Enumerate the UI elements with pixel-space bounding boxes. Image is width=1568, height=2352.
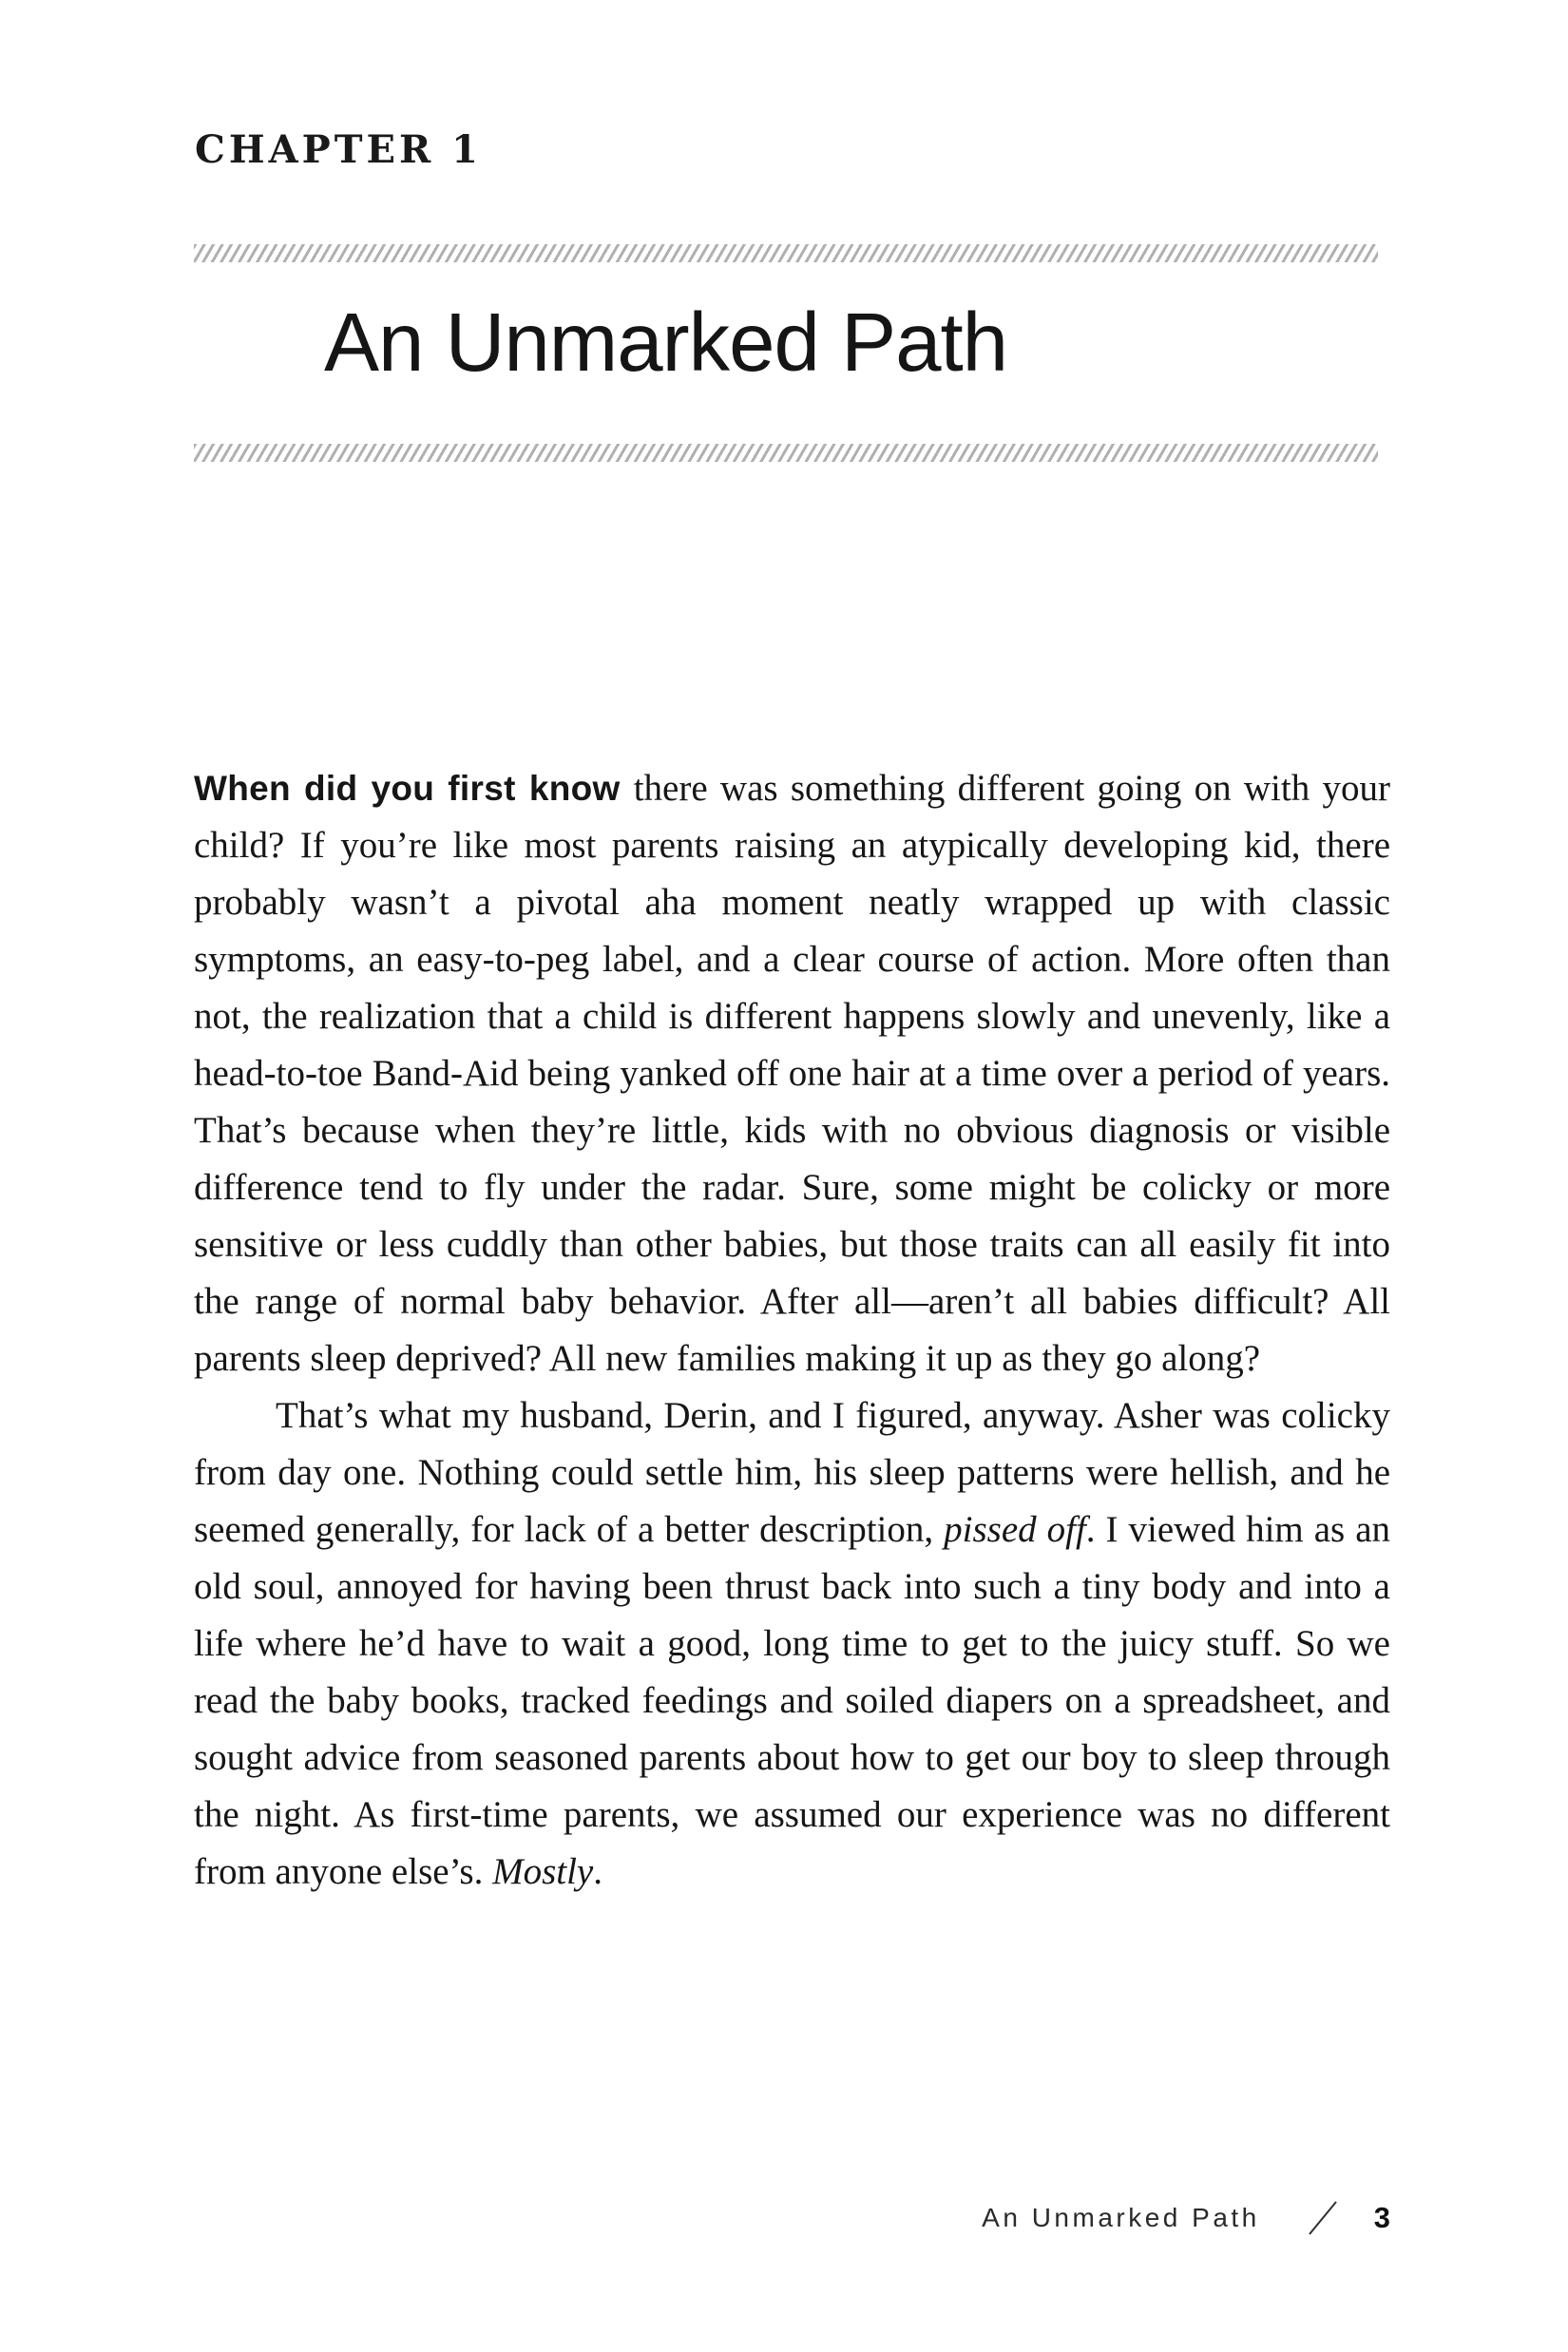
page-number: 3 bbox=[1373, 2201, 1390, 2234]
slash-divider-icon bbox=[1308, 2201, 1338, 2235]
lead-in-phrase: When did you first know bbox=[194, 769, 634, 808]
running-title: An Unmarked Path bbox=[982, 2203, 1260, 2232]
page-footer bbox=[982, 2197, 1390, 2239]
chapter-title: An Unmarked Path bbox=[324, 296, 1008, 389]
paragraph-2-text-c: . bbox=[593, 1851, 602, 1892]
paragraph-2-text-a: That’s what my husband, Derin, and I figured, anyway. Asher was colicky from day one. Nothing could settle him, his sleep patterns were hellish, and he seemed generally, for lack of a better description, bbox=[194, 1395, 1390, 1550]
paragraph-2 bbox=[194, 1387, 1390, 1901]
paragraph-1 bbox=[194, 760, 1390, 1387]
paragraph-1-text: there was something different going on with your child? If you’re like most parents raising an atypically developing kid, there probably wasn’t a pivotal aha moment neatly wrapped up with classic symptoms, an easy-to-peg label, and a clear course of action. More often than not, the realization that a child is different happens slowly and unevenly, like a head-to-toe Band-Aid being yanked off one hair at a time over a period of years. That’s because when they’re little, kids with no obvious diagnosis or visible difference tend to fly under the radar. Sure, some might be colicky or more sensitive or less cuddly than other babies, but those traits can all easily fit into the range of normal baby behavior. After all—aren’t all babies difficult? All parents sleep deprived? All new families making it up as they go along? bbox=[194, 768, 1390, 1379]
italic-phrase-pissed-off: pissed off bbox=[944, 1509, 1086, 1550]
chapter-label: CHAPTER 1 bbox=[195, 127, 482, 172]
slash-rule-top bbox=[194, 244, 1378, 262]
italic-phrase-mostly: Mostly bbox=[492, 1851, 594, 1892]
slash-rule-bottom bbox=[194, 444, 1378, 462]
body-text bbox=[194, 760, 1390, 1901]
paragraph-2-text-b: . I viewed him as an old soul, annoyed for having been thrust back into such a tiny body and into a life where he’d have to wait a good, long time to get to the juicy stuff. So we read the baby books, tracked feedings and soiled diapers on a spreadsheet, and sought advice from seasoned parents about how to get our boy to sleep through the night. As first-time parents, we assumed our experience was no different from anyone else’s. bbox=[194, 1509, 1391, 1892]
